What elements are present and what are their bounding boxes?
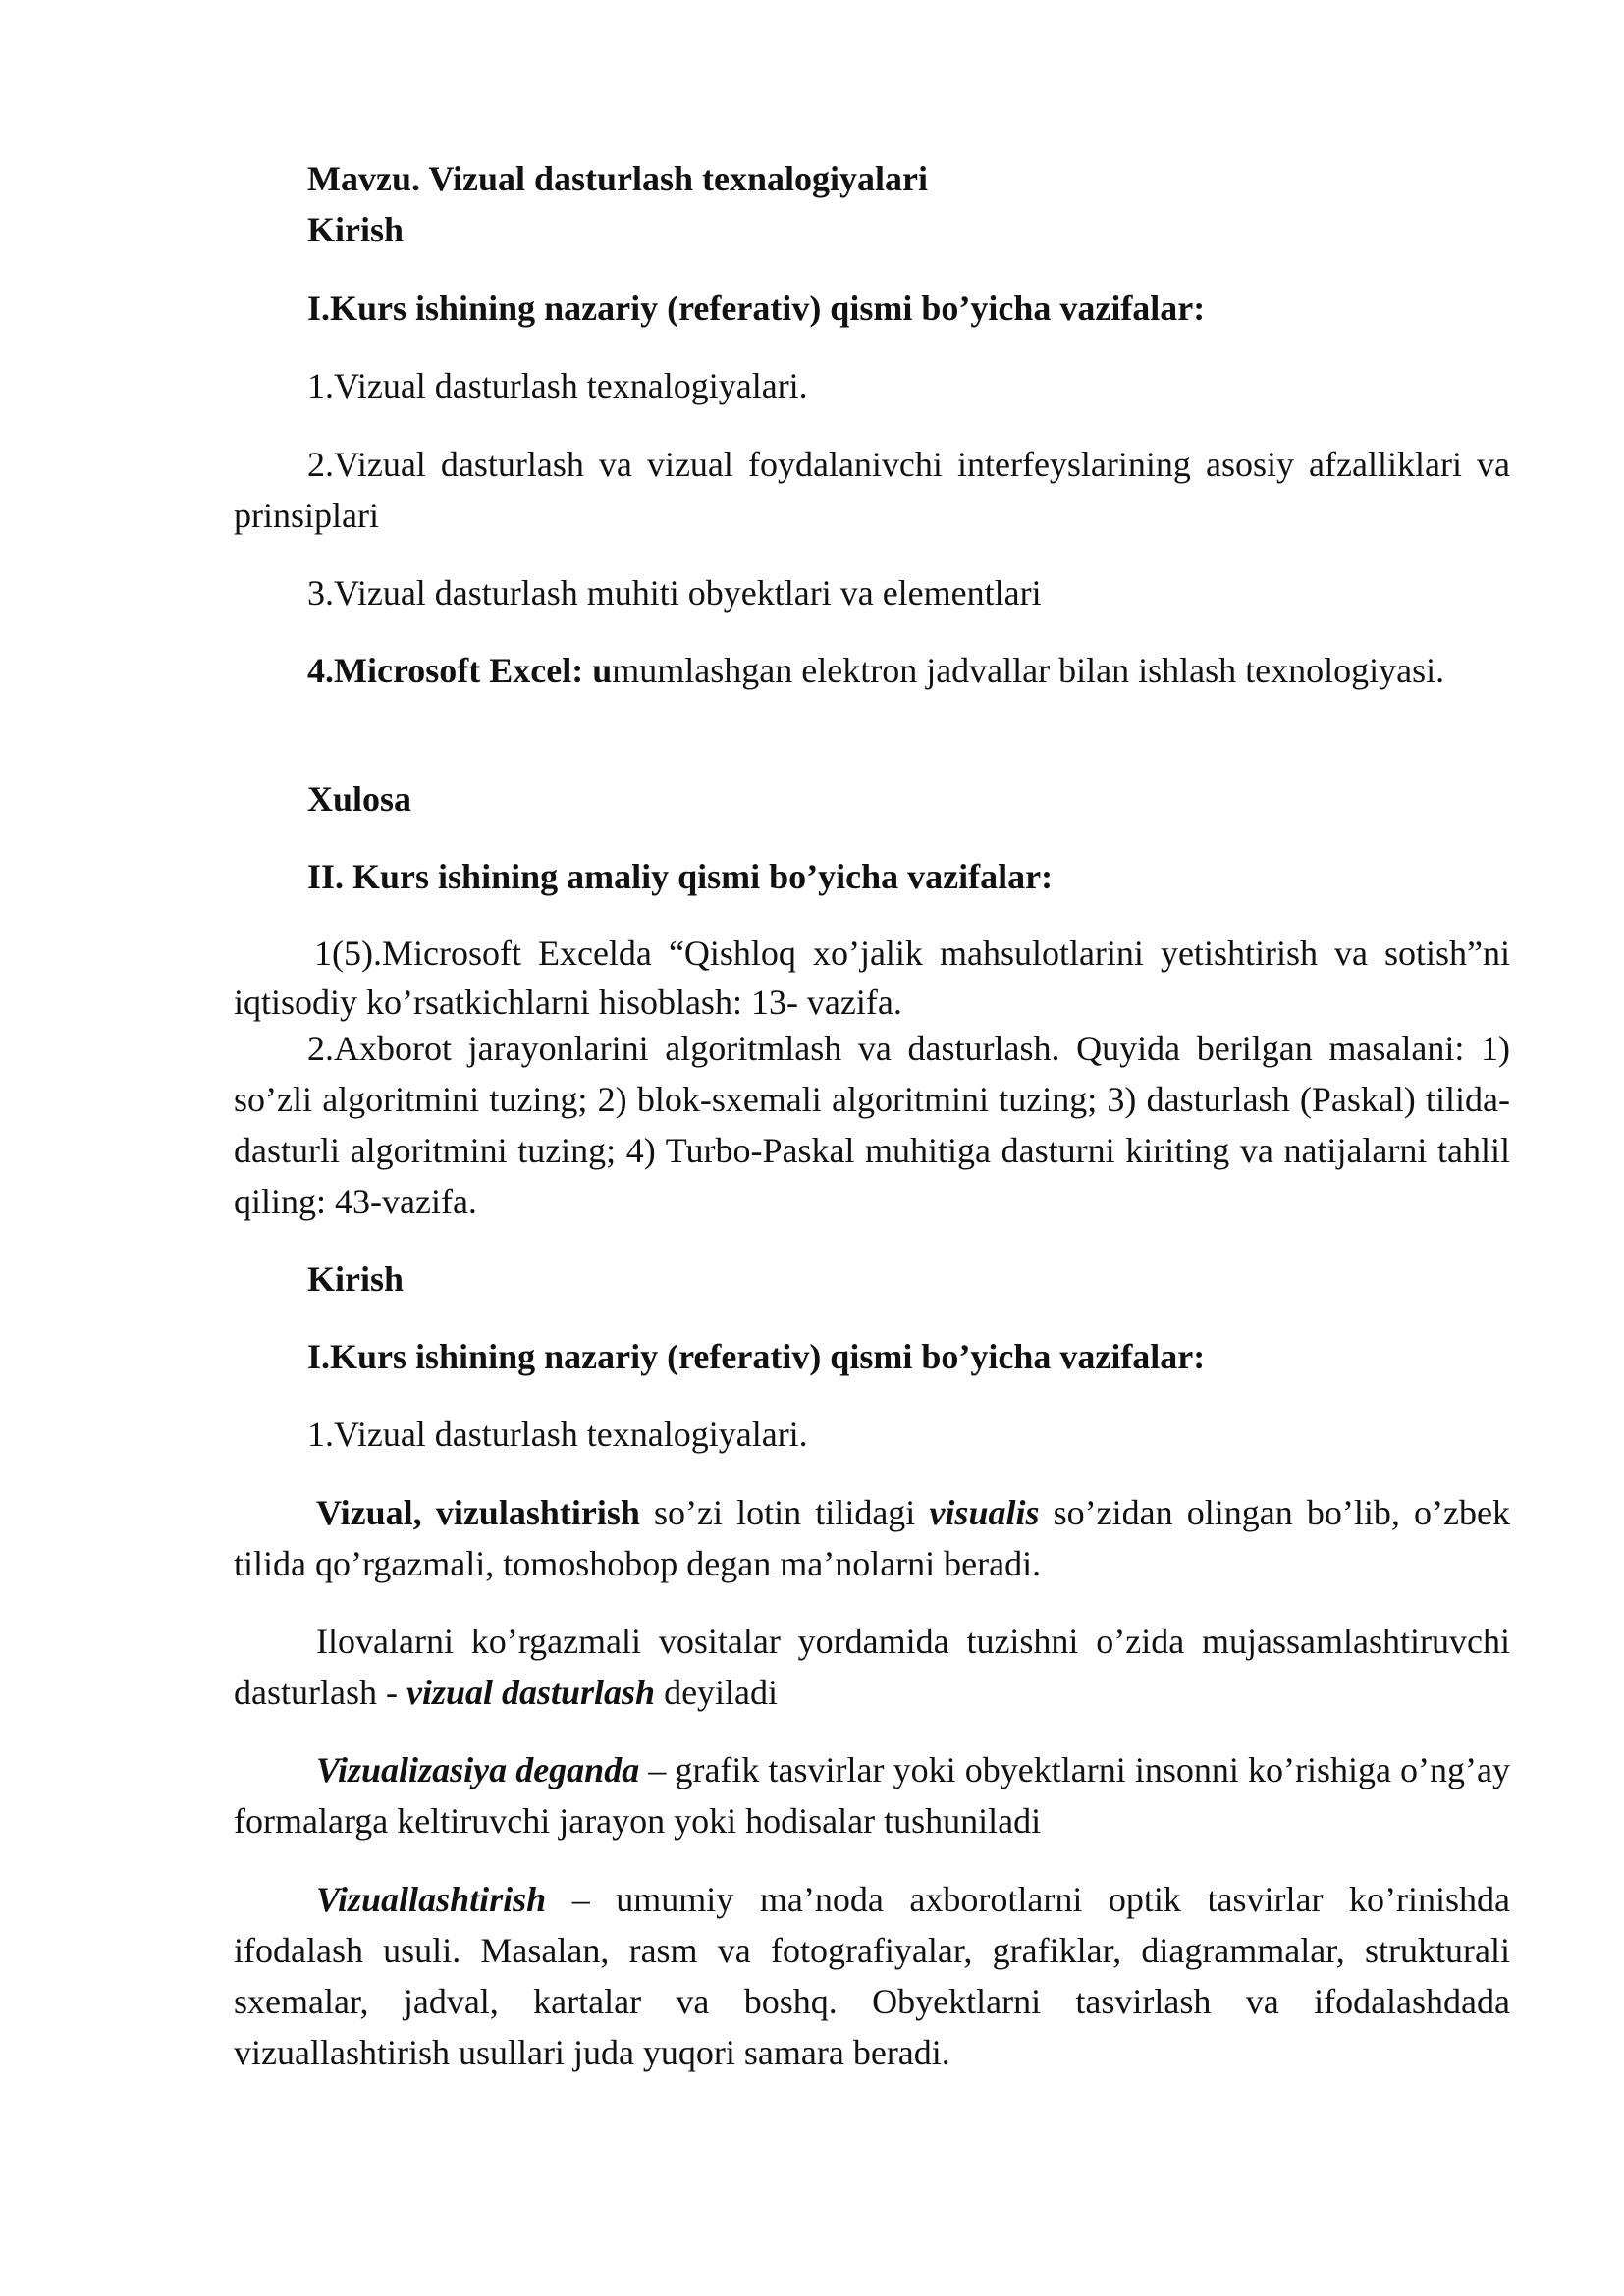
paragraph-vizual-definition	[234, 1487, 1510, 1589]
term-vizuallashtirish: Vizuallashtirish	[316, 1880, 547, 1919]
paragraph-text: – umumiy ma’noda axborotlarni optik tasvirlar ko’rinishda ifodalash usuli. Masalan, rasm va fotografiyalar, grafiklar, diagrammalar, strukturali sxemalar, jadval, kartalar va boshq. Obyektlarni tasvirlash va ifodalashdada vizuallashtirish usullari juda yuqori samara beradi.	[234, 1880, 1510, 2072]
paragraph-vizual-dasturlash	[234, 1616, 1510, 1718]
paragraph-vizuallashtirish	[234, 1874, 1510, 2078]
heading-kirish: Kirish	[307, 210, 405, 249]
paragraph-text: – grafik tasvirlar yoki obyektlarni insonni ko’rishiga o’ng’ay formalarga keltiruvchi jarayon yoki hodisalar tushuniladi	[234, 1750, 1511, 1841]
term-visualis: visualis	[929, 1493, 1040, 1532]
paragraph-text: so’zidan olingan bo’lib, o’zbek tilida qo’rgazmali, tomoshobop degan ma’nolarni beradi.	[234, 1493, 1510, 1583]
paragraph-text: deyiladi	[655, 1673, 779, 1712]
heading-kirish-2: Kirish	[307, 1259, 405, 1299]
term-vizual: Vizual, vizulashtirish	[316, 1493, 640, 1532]
term-vizualizasiya: Vizualizasiya deganda	[316, 1750, 640, 1789]
paragraph-text: Ilovalarni ko’rgazmali vositalar yordamida tuzishni o’zida mujassamlashtiruvchi dasturlash -	[234, 1622, 1510, 1712]
paragraph-text: so’zi lotin tilidagi	[639, 1493, 930, 1532]
heading-theoretical-tasks-2: I.Kurs ishining nazariy (referativ) qismi bo’yicha vazifalar:	[307, 1337, 1206, 1376]
task-item-4	[234, 645, 1510, 696]
heading-theoretical-tasks: I.Kurs ishining nazariy (referativ) qismi bo’yicha vazifalar:	[307, 289, 1206, 328]
practical-task-2: 2.Axborot jarayonlarini algoritmlash va dasturlash. Quyida berilgan masalani: 1) so’zli algoritmini tuzing; 2) blok-sxemali algoritmini tuzing; 3) dasturlash (Paskal) tilida-dasturli algoritmini tuzing; 4) Turbo-Paskal muhitiga dasturni kiriting va natijalarni tahlil qiling: 43-vazifa.	[234, 1029, 1510, 1221]
task-item-3: 3.Vizual dasturlash muhiti obyektlari va elementlari	[307, 573, 1042, 613]
task-item-4-text: mumlashgan elektron jadvallar bilan ishlash texnologiyasi.	[612, 651, 1445, 690]
task-item-2: 2.Vizual dasturlash va vizual foydalanivchi interfeyslarining asosiy afzalliklari va prinsiplari	[234, 445, 1510, 535]
heading-xulosa: Xulosa	[307, 779, 412, 819]
paragraph-vizualizasiya	[234, 1744, 1510, 1846]
heading-practical-tasks: II. Kurs ishining amaliy qismi bo’yicha vazifalar:	[307, 857, 1054, 896]
document-title: Mavzu. Vizual dasturlash texnalogiyalari	[307, 159, 929, 198]
task-item-1-repeat: 1.Vizual dasturlash texnalogiyalari.	[307, 1415, 808, 1454]
term-vizual-dasturlash: vizual dasturlash	[406, 1673, 656, 1712]
practical-task-1: 1(5).Microsoft Excelda “Qishloq xo’jalik mahsulotlarini yetishtirish va sotish”ni iqtisodiy ko’rsatkichlarni hisoblash: 13- vazifa.	[234, 934, 1510, 1022]
task-item-1: 1.Vizual dasturlash texnalogiyalari.	[307, 366, 808, 405]
task-item-4-bold: 4.Microsoft Excel: u	[307, 651, 613, 690]
